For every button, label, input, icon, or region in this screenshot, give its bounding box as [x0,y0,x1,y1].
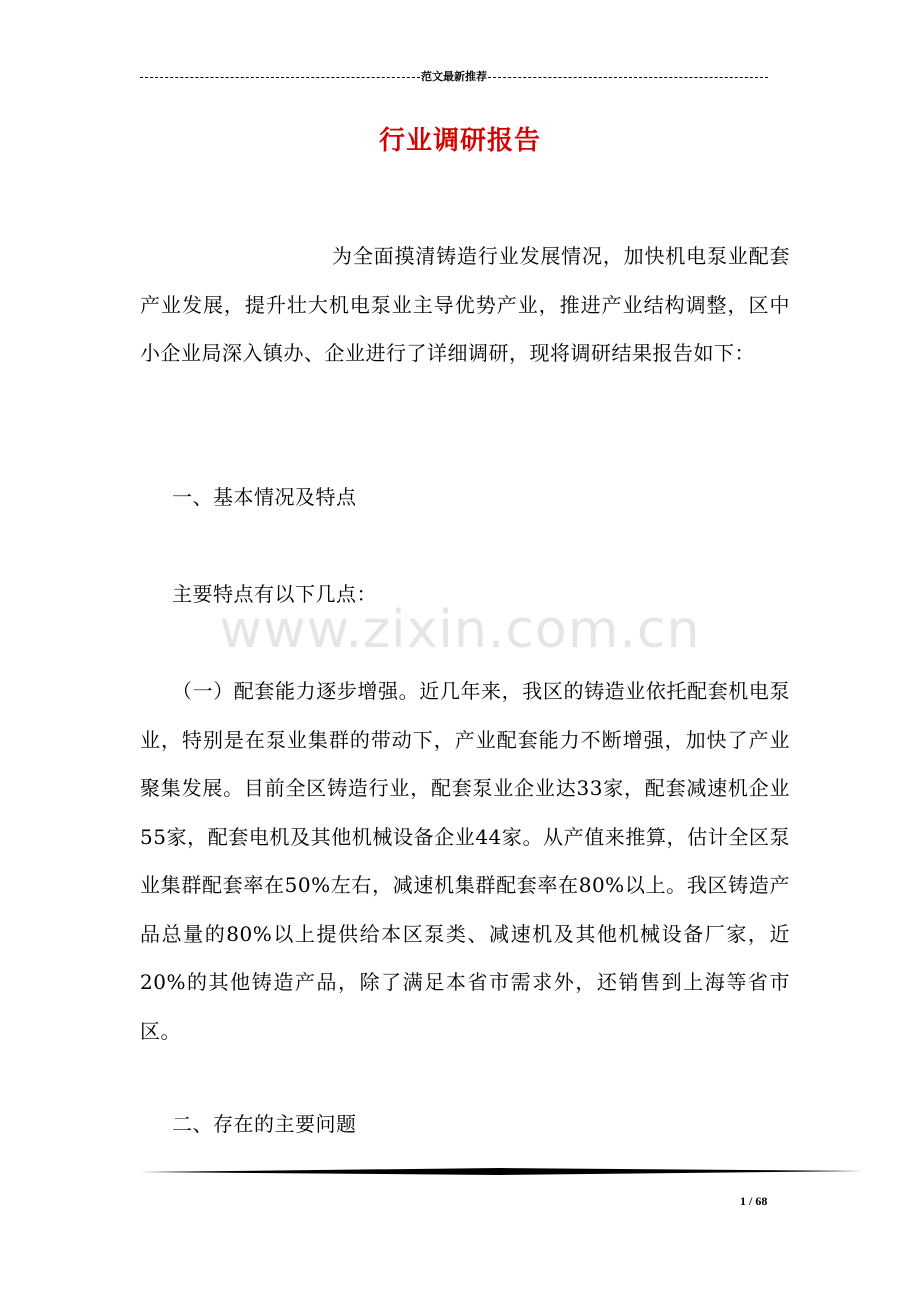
document-title: 行业调研报告 [378,126,541,156]
section-heading-2: 二、存在的主要问题 [172,1112,357,1136]
header-dashes-right [488,77,768,78]
footer-rule [140,1165,864,1179]
page-number: 1 / 68 [740,1194,768,1208]
section-subheading: 主要特点有以下几点： [172,582,377,606]
header-dashes-left [140,77,420,78]
intro-paragraph: 为全面摸清铸造行业发展情况，加快机电泵业配套产业发展，提升壮大机电泵业主导优势产业，推进产业结构调整，区中小企业局深入镇办、企业进行了详细调研，现将调研结果报告如下： [140,244,790,365]
page-header [140,70,768,84]
watermark: www.zixin.com.cn [219,600,701,660]
section-heading-1: 一、基本情况及特点 [172,485,357,509]
header-label: 范文最新推荐 [421,70,487,83]
section-1-body-paragraph: （一）配套能力逐步增强。近几年来，我区的铸造业依托配套机电泵业，特别是在泵业集群的带动下，产业配套能力不断增强，加快了产业聚集发展。目前全区铸造行业，配套泵业企业达33家，配套减速机企业55家，配套电机及其他机械设备企业44家。从产值来推算，估计全区泵业集群配套率在50%左右，减速机集群配套率在80%以上。我区铸造产品总量的80%以上提供给本区泵类、减速机及其他机械设备厂家，近20%的其他铸造产品，除了满足本省市需求外，还销售到上海等省市区。 [140,679,790,1043]
